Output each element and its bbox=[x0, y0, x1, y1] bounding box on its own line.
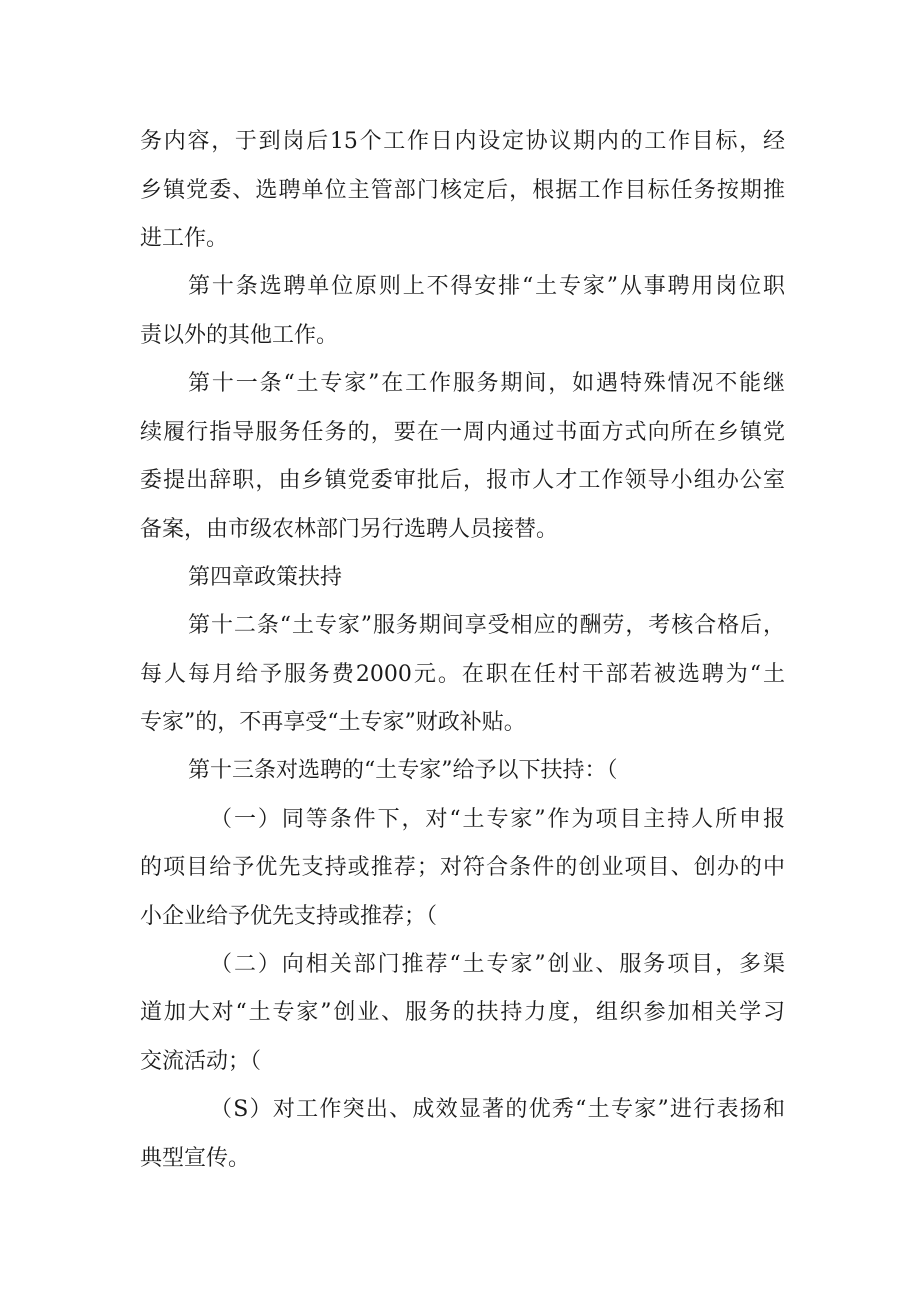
text-line: 第十三条对选聘的“土专家”给予以下扶持：（ bbox=[188, 758, 618, 783]
text-line: 第十二条“土专家”服务期间享受相应的酬劳，考核合格后， bbox=[188, 613, 785, 638]
text-line: 委提出辞职，由乡镇党委审批后，报市人才工作领导小组办公室 bbox=[140, 468, 785, 493]
text-line: （一）同等条件下，对“土专家”作为项目主持人所申报 bbox=[210, 807, 785, 832]
chapter-heading: 第四章政策扶持 bbox=[188, 565, 343, 590]
text-line: 务内容，于到岗后15个工作日内设定协议期内的工作目标，经 bbox=[140, 129, 785, 154]
text-line: 备案，由市级农林部门另行选聘人员接替。 bbox=[140, 517, 559, 542]
text-line: （S）对工作突出、成效显著的优秀“土专家”进行表扬和 bbox=[210, 1097, 785, 1122]
text-line: 第十条选聘单位原则上不得安排“土专家”从事聘用岗位职 bbox=[188, 274, 785, 299]
text-line: 每人每月给予服务费2000元。在职在任村干部若被选聘为“土 bbox=[140, 662, 785, 687]
text-line: 典型宣传。 bbox=[140, 1146, 251, 1171]
text-line: 第十一条“土专家”在工作服务期间，如遇特殊情况不能继 bbox=[188, 371, 785, 396]
text-line: 进工作。 bbox=[140, 226, 229, 251]
text-line: 交流活动；（ bbox=[140, 1049, 262, 1074]
text-line: 道加大对“土专家”创业、服务的扶持力度，组织参加相关学习 bbox=[140, 1000, 785, 1025]
text-line: 专家”的，不再享受“土专家”财政补贴。 bbox=[140, 710, 526, 735]
text-line: 续履行指导服务任务的，要在一周内通过书面方式向所在乡镇党 bbox=[140, 420, 785, 445]
text-line: 责以外的其他工作。 bbox=[140, 323, 339, 348]
text-line: （二）向相关部门推荐“土专家”创业、服务项目，多渠 bbox=[210, 952, 785, 977]
text-line: 乡镇党委、选聘单位主管部门核定后，根据工作目标任务按期推 bbox=[140, 178, 785, 203]
text-line: 的项目给予优先支持或推荐；对符合条件的创业项目、创办的中 bbox=[140, 855, 785, 880]
text-line: 小企业给予优先支持或推荐；（ bbox=[140, 904, 438, 929]
